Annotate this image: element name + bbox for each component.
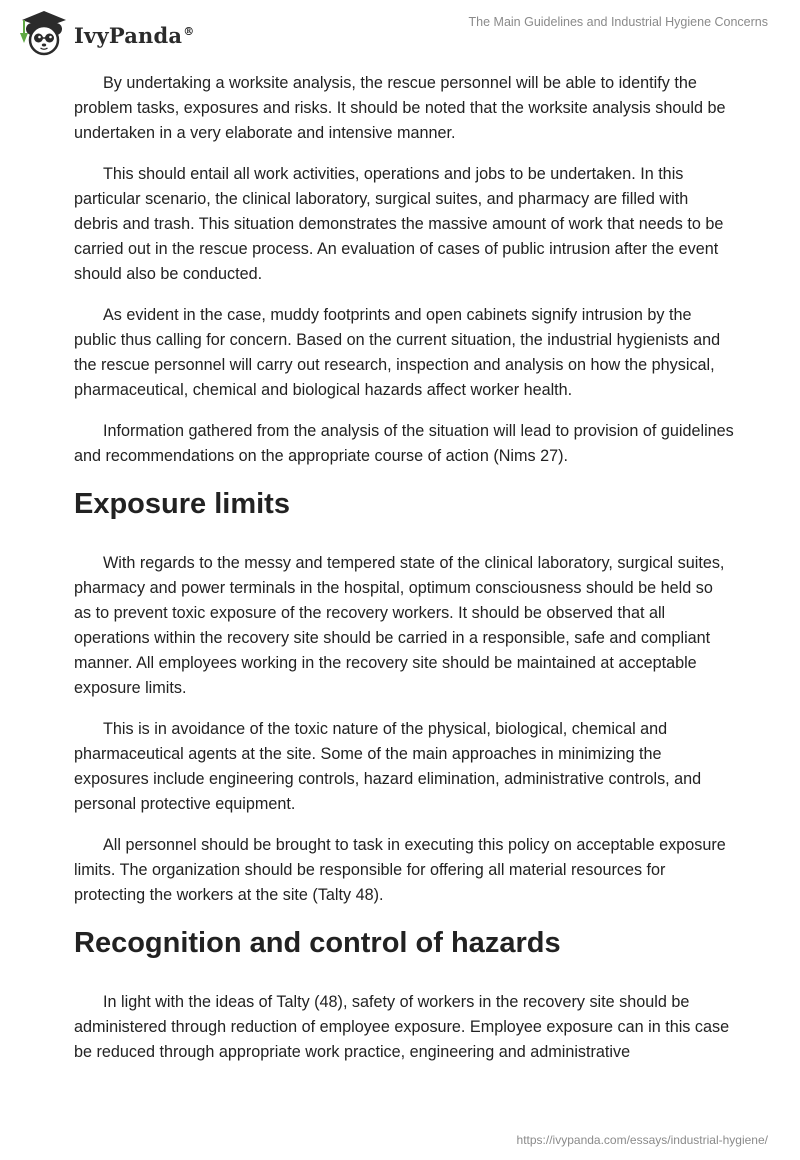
paragraph: By undertaking a worksite analysis, the rescue personnel will be able to identify the problem tasks, exposures and risks. It should be noted that the worksite analysis should be undertaken in a very elaborate and intensive manner.: [74, 74, 726, 142]
footer-url[interactable]: https://ivypanda.com/essays/industrial-hygiene/: [516, 1133, 768, 1147]
paragraph: This is in avoidance of the toxic nature of the physical, biological, chemical and pharmaceutical agents at the site. Some of the main approaches in minimizing the exposures include engineering controls, hazard elimination, administrative controls, and personal protective equipment.: [74, 720, 702, 813]
paragraph: This should entail all work activities, operations and jobs to be undertaken. In this particular scenario, the clinical laboratory, surgical suites, and pharmacy are filled with debris and trash. This situation demonstrates the massive amount of work that needs to be carried out in the rescue process. An evaluation of cases of public intrusion after the event should also be conducted.: [74, 165, 724, 283]
essay-body: [74, 71, 734, 1081]
paragraph: Information gathered from the analysis of the situation will lead to provision of guidelines and recommendations on the appropriate course of action (Nims 27).: [74, 422, 734, 465]
brand-name: IvyPanda®: [74, 22, 195, 48]
document-title: The Main Guidelines and Industrial Hygiene Concerns: [468, 15, 768, 29]
paragraph: In light with the ideas of Talty (48), safety of workers in the recovery site should be administered through reduction of employee exposure. Employee exposure can in this case be reduced through appropriate work practice, engineering and administrative: [74, 993, 730, 1061]
brand-logo[interactable]: [14, 7, 194, 57]
paragraph: With regards to the messy and tempered state of the clinical laboratory, surgical suites, pharmacy and power terminals in the hospital, optimum consciousness should be held so as to prevent toxic exposure of the recovery workers. It should be observed that all operations within the recovery site should be carried in a responsible, safe and compliant manner. All employees working in the recovery site should be maintained at acceptable exposure limits.: [74, 554, 725, 697]
section-heading-exposure-limits: Exposure limits: [74, 488, 290, 520]
panda-graduate-logo-icon: [14, 7, 70, 57]
paragraph: As evident in the case, muddy footprints and open cabinets signify intrusion by the public thus calling for concern. Based on the current situation, the industrial hygienists and the rescue personnel will carry out research, inspection and analysis on how the physical, pharmaceutical, chemical and biological hazards affect worker health.: [74, 306, 721, 399]
page-header: [0, 0, 800, 60]
paragraph: All personnel should be brought to task in executing this policy on acceptable exposure limits. The organization should be responsible for offering all material resources for protecting the workers at the site (Talty 48).: [74, 836, 726, 904]
section-heading-recognition-control: Recognition and control of hazards: [74, 927, 561, 959]
